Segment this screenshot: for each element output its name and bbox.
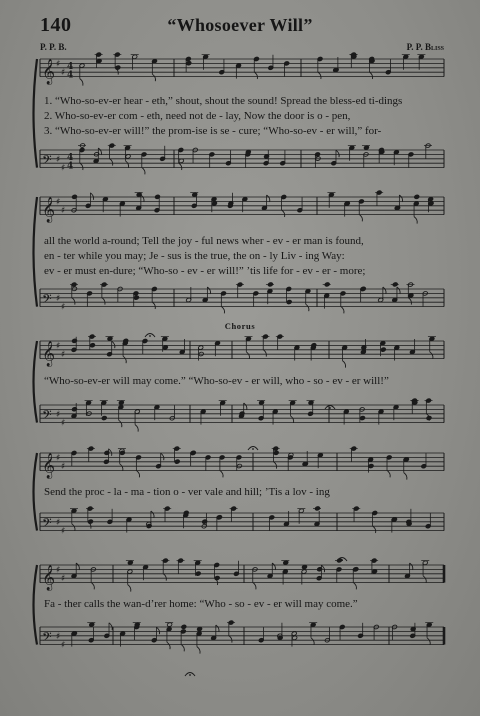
- fermata-dot: [149, 335, 151, 337]
- verse-1-line: all the world a-round; Tell the joy - ful news wher - ev - er man is found,: [44, 235, 364, 247]
- quarter-note: [90, 343, 96, 348]
- verse-3-line: 3. “Who-so-ev-er will!” the prom-ise is se - cure; “Who-so-ev - er will,” for-: [44, 125, 382, 137]
- verse-2-line: en - ter while you may; Je - sus is the true, the on - ly Liv - ing Way:: [44, 250, 345, 262]
- time-signature-top: 4: [67, 61, 74, 72]
- staff-brace: [34, 197, 38, 307]
- note-flag: [142, 167, 145, 174]
- note-flag: [373, 526, 376, 533]
- hymn-title: “Whosoever Will”: [167, 15, 313, 35]
- fermata-dot: [252, 448, 254, 450]
- key-sharp: ♯: [56, 197, 61, 208]
- quarter-note: [186, 61, 192, 66]
- key-sharp: ♯: [56, 565, 61, 576]
- time-signature-bottom: 4: [67, 161, 74, 172]
- note-flag: [110, 159, 113, 166]
- note-flag: [427, 638, 430, 645]
- quarter-note: [217, 515, 223, 520]
- note-flag: [161, 453, 164, 460]
- quarter-note: [174, 459, 180, 464]
- bass-clef: 𝄢: [42, 407, 52, 426]
- note-flag: [112, 341, 115, 348]
- key-sharp: ♯: [61, 302, 66, 313]
- treble-clef: 𝄞: [42, 341, 56, 367]
- key-sharp: ♯: [56, 631, 61, 642]
- note-flag: [72, 298, 75, 305]
- note-flag: [207, 287, 210, 294]
- note-flag: [244, 403, 247, 410]
- note-flag: [123, 356, 126, 363]
- key-sharp: ♯: [56, 517, 61, 528]
- note-flag: [135, 425, 138, 432]
- note-flag: [91, 582, 94, 589]
- time-signature-bottom: 4: [67, 70, 74, 81]
- key-sharp: ♯: [61, 206, 66, 217]
- note-flag: [336, 150, 339, 157]
- note-flag: [125, 161, 128, 168]
- note-flag: [408, 298, 411, 305]
- quarter-note: [115, 65, 121, 70]
- note-flag: [397, 287, 400, 294]
- text-author-credit: P. P. B.: [40, 42, 67, 52]
- note-flag: [141, 195, 144, 202]
- quarter-note: [353, 567, 359, 572]
- quarter-note: [360, 416, 366, 421]
- note-flag: [151, 511, 154, 518]
- key-sharp: ♯: [56, 341, 61, 352]
- note-flag: [102, 298, 105, 305]
- key-sharp: ♯: [61, 68, 66, 79]
- quarter-note: [120, 450, 126, 455]
- note-flag: [318, 72, 321, 79]
- note-flag: [163, 574, 166, 581]
- fermata-dot: [329, 407, 331, 409]
- key-sharp: ♯: [56, 59, 61, 70]
- key-sharp: ♯: [56, 409, 61, 420]
- key-sharp: ♯: [61, 350, 66, 361]
- chorus-line: Send the proc - la - ma - tion o - ver vale and hill; ’Tis a lov - ing: [44, 486, 330, 498]
- bass-clef: 𝄢: [42, 515, 52, 534]
- note-flag: [359, 214, 362, 221]
- chorus-lyrics-1: [44, 374, 444, 389]
- note-flag: [273, 462, 276, 469]
- quarter-note: [190, 450, 196, 455]
- note-flag: [353, 582, 356, 589]
- note-flag: [76, 563, 79, 570]
- verse-2-line: 2. Who-so-ev-er com - eth, need not de - lay, Now the door is o - pen,: [44, 110, 351, 122]
- note-flag: [341, 306, 344, 313]
- key-sharp: ♯: [61, 163, 66, 174]
- quarter-note: [360, 286, 366, 291]
- note-flag: [90, 193, 93, 200]
- fermata-dot: [341, 559, 343, 561]
- note-flag: [369, 72, 372, 79]
- staff-brace: [34, 565, 38, 645]
- quarter-note: [146, 524, 152, 529]
- quarter-note: [286, 300, 292, 305]
- note-flag: [229, 636, 232, 643]
- note-flag: [80, 163, 83, 170]
- quarter-note: [214, 576, 220, 581]
- key-sharp: ♯: [61, 462, 66, 473]
- note-flag: [306, 304, 309, 311]
- note-flag: [311, 638, 314, 645]
- chorus-lyrics-2: [44, 485, 444, 500]
- note-flag: [221, 306, 224, 313]
- quarter-note: [426, 416, 432, 421]
- note-flag: [410, 563, 413, 570]
- key-sharp: ♯: [56, 293, 61, 304]
- note-flag: [119, 420, 122, 427]
- key-sharp: ♯: [61, 574, 66, 585]
- quarter-note: [134, 295, 140, 300]
- note-flag: [167, 642, 170, 649]
- key-sharp: ♯: [61, 526, 66, 537]
- note-flag: [399, 195, 402, 202]
- quarter-note: [195, 571, 201, 576]
- note-flag: [220, 470, 223, 477]
- staff-brace: [34, 59, 38, 168]
- note-flag: [282, 210, 285, 217]
- time-signature-top: 4: [67, 152, 74, 163]
- hymn-number: 140: [40, 14, 72, 36]
- chorus-line: Fa - ther calls the wan-d’rer home: “Who - so - ev - er will may come.”: [44, 598, 358, 610]
- treble-clef: 𝄞: [42, 453, 56, 479]
- quarter-note: [368, 464, 374, 469]
- note-flag: [120, 464, 123, 471]
- note-flag: [342, 361, 345, 368]
- chorus-label: Chorus: [224, 321, 256, 331]
- note-flag: [72, 524, 75, 531]
- note-flag: [109, 623, 112, 630]
- key-sharp: ♯: [56, 453, 61, 464]
- quarter-note: [380, 347, 386, 352]
- verse-3-line: ev - er must en-dure; “Who-so - ev - er will!” ’tis life for - ev - er - more;: [44, 265, 366, 277]
- quarter-note: [273, 450, 279, 455]
- note-flag: [404, 473, 407, 480]
- note-flag: [179, 163, 182, 170]
- treble-clef: 𝄞: [42, 59, 56, 85]
- key-sharp: ♯: [56, 154, 61, 165]
- chorus-line: “Who-so-ev-er will may come.” “Who-so-ev - er will, who - so - ev - er will!”: [44, 375, 389, 387]
- system-2-lyrics: [44, 234, 444, 279]
- verse-1-line: 1. “Who-so-ev-er hear - eth,” shout, shout the sound! Spread the bless-ed ti-dings: [44, 95, 403, 107]
- note-flag: [128, 585, 131, 592]
- note-flag: [156, 627, 159, 634]
- note-flag: [80, 79, 83, 86]
- note-flag: [246, 352, 249, 359]
- note-flag: [423, 576, 426, 583]
- quarter-note: [181, 624, 187, 629]
- note-flag: [387, 470, 390, 477]
- quarter-note: [88, 519, 94, 524]
- bass-clef: 𝄢: [42, 291, 52, 310]
- note-flag: [181, 644, 184, 651]
- composer-credit: P. P. Bliss: [406, 42, 444, 52]
- treble-clef: 𝄞: [42, 565, 56, 591]
- fermata-dot: [189, 674, 191, 676]
- note-flag: [414, 217, 417, 224]
- note-flag: [254, 72, 257, 79]
- note-flag: [290, 416, 293, 423]
- note-flag: [267, 195, 270, 202]
- bass-clef: 𝄢: [42, 629, 52, 648]
- note-flag: [430, 352, 433, 359]
- key-sharp: ♯: [61, 640, 66, 651]
- key-sharp: ♯: [61, 418, 66, 429]
- note-flag: [197, 647, 200, 654]
- note-flag: [263, 350, 266, 357]
- quarter-note: [101, 416, 107, 421]
- treble-clef: 𝄞: [42, 197, 56, 223]
- staff-brace: [34, 453, 38, 531]
- note-flag: [253, 582, 256, 589]
- system-1-lyrics: [44, 94, 444, 139]
- note-flag: [136, 470, 139, 477]
- chorus-lyrics-3: [44, 597, 444, 612]
- quarter-note: [414, 194, 420, 199]
- note-flag: [216, 625, 219, 632]
- note-flag: [152, 74, 155, 81]
- note-flag: [383, 287, 386, 294]
- note-flag: [152, 302, 155, 309]
- note-flag: [272, 563, 275, 570]
- bass-clef: 𝄢: [42, 152, 52, 171]
- staff-brace: [34, 341, 38, 423]
